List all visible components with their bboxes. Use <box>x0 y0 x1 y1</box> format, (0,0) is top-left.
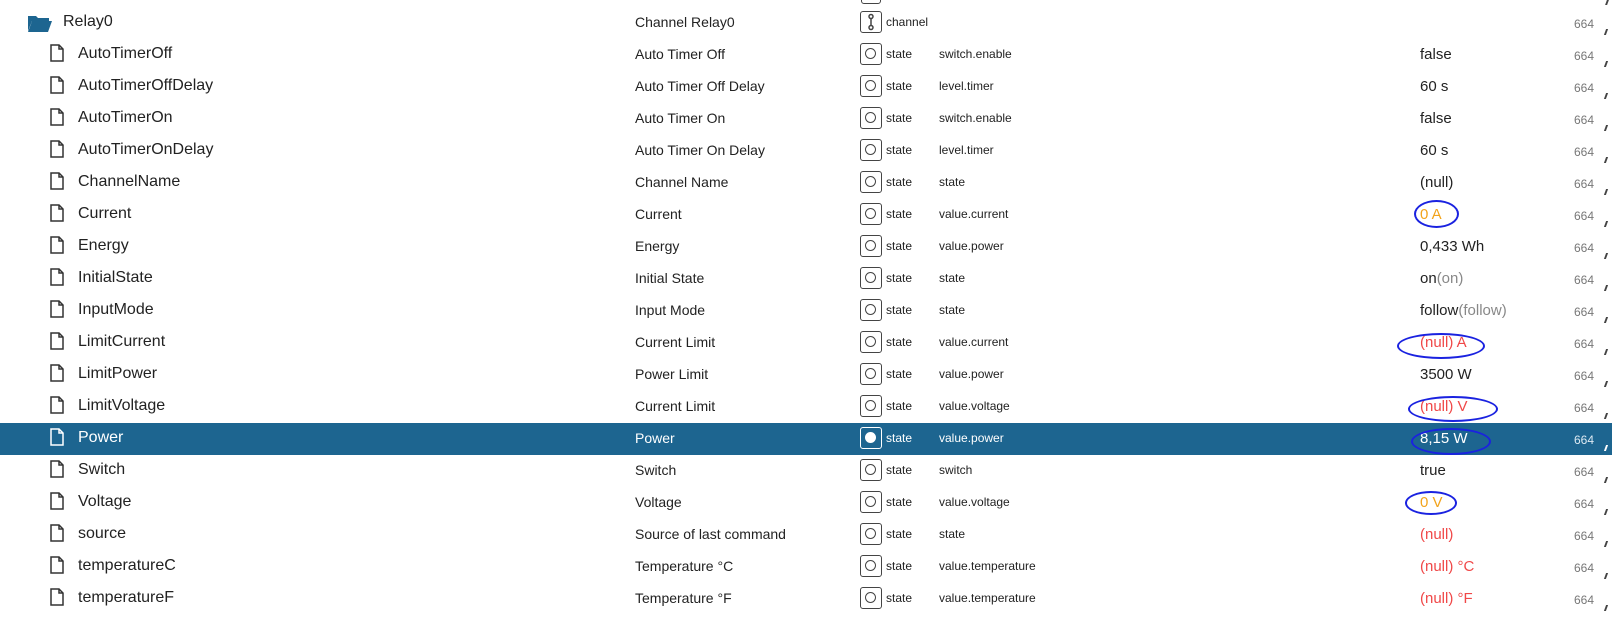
file-icon <box>50 204 64 222</box>
value-text: 0 A <box>1420 206 1442 223</box>
tree-row-acl: 664 <box>1574 337 1595 351</box>
tree-row-title: Current Limit <box>635 334 716 350</box>
value-text: (null) °C <box>1420 558 1475 575</box>
scroll-edge <box>1604 157 1608 163</box>
scroll-edge <box>1604 477 1608 483</box>
value-text: follow <box>1420 302 1459 319</box>
tree-row-type: state <box>886 431 913 445</box>
file-icon <box>50 524 64 542</box>
tree-row-source[interactable] <box>0 519 1612 551</box>
value-text: false <box>1420 110 1452 127</box>
top-strip <box>0 0 1612 6</box>
tree-row-type: state <box>886 367 913 381</box>
tree-row-autotimerondelay[interactable] <box>0 135 1612 167</box>
tree-row-acl: 664 <box>1574 529 1595 543</box>
tree-row-energy[interactable] <box>0 231 1612 263</box>
value-text: 60 s <box>1420 78 1449 95</box>
tree-row-title: Auto Timer Off Delay <box>635 78 765 94</box>
tree-row-power[interactable] <box>0 423 1612 455</box>
tree-row-title: Auto Timer On Delay <box>635 142 765 158</box>
scroll-edge <box>1604 413 1608 419</box>
tree-row-relay0[interactable] <box>0 7 1612 39</box>
state-type-icon <box>860 555 882 577</box>
scroll-edge <box>1604 29 1608 35</box>
tree-row-role: switch <box>939 463 973 477</box>
tree-row-role: state <box>939 527 966 541</box>
tree-row-value[interactable] <box>1420 206 1442 223</box>
tree-row-role: value.voltage <box>939 495 1010 509</box>
tree-row-value[interactable] <box>1420 526 1453 543</box>
file-icon <box>50 396 64 414</box>
tree-row-acl: 664 <box>1574 273 1595 287</box>
tree-row-type: channel <box>886 15 929 29</box>
tree-row-role: state <box>939 175 966 189</box>
tree-row-title: Auto Timer On <box>635 110 726 126</box>
file-icon <box>50 268 64 286</box>
tree-row-value[interactable] <box>1420 334 1467 351</box>
tree-row-switch[interactable] <box>0 455 1612 487</box>
value-text: on <box>1420 270 1437 287</box>
tree-row-type: state <box>886 47 913 61</box>
tree-row-title: Auto Timer Off <box>635 46 725 62</box>
tree-row-current[interactable] <box>0 199 1612 231</box>
tree-row-value[interactable] <box>1420 142 1448 159</box>
state-type-icon <box>860 75 882 97</box>
file-icon <box>50 140 64 158</box>
scroll-edge <box>1604 541 1608 547</box>
state-type-icon <box>860 43 882 65</box>
tree-row-type: state <box>886 591 913 605</box>
tree-row-temperaturec[interactable] <box>0 551 1612 583</box>
tree-row-title: Source of last command <box>635 526 786 542</box>
tree-row-type: state <box>886 175 913 189</box>
tree-row-name: temperatureF <box>78 589 175 606</box>
state-type-icon <box>860 427 882 449</box>
tree-row-limitvoltage[interactable] <box>0 391 1612 423</box>
file-icon <box>50 108 64 126</box>
tree-row-acl: 664 <box>1574 241 1595 255</box>
state-type-icon <box>860 395 882 417</box>
value-text: (null) <box>1420 526 1454 543</box>
tree-row-title: Voltage <box>635 494 682 510</box>
tree-row-role: value.power <box>939 367 1004 381</box>
file-icon <box>50 172 64 190</box>
tree-row-role: switch.enable <box>939 111 1012 125</box>
value-text: 3500 W <box>1420 366 1472 383</box>
channel-type-icon <box>860 11 882 33</box>
tree-row-limitcurrent[interactable] <box>0 327 1612 359</box>
tree-row-autotimeroff[interactable] <box>0 39 1612 71</box>
scroll-edge <box>1604 509 1608 515</box>
tree-row-type: state <box>886 559 913 573</box>
tree-row-role: state <box>939 271 966 285</box>
file-icon <box>50 332 64 350</box>
scroll-edge <box>1604 189 1608 195</box>
tree-row-value[interactable] <box>1420 238 1484 255</box>
value-text: (null) V <box>1420 398 1468 415</box>
tree-row-value[interactable] <box>1420 398 1468 415</box>
state-type-icon <box>860 107 882 129</box>
scroll-edge <box>1604 125 1608 131</box>
tree-row-acl: 664 <box>1574 17 1595 31</box>
tree-row-value[interactable] <box>1420 494 1443 511</box>
tree-row-name: AutoTimerOff <box>78 45 173 62</box>
tree-row-acl: 664 <box>1574 433 1595 447</box>
tree-row-title: Energy <box>635 238 680 254</box>
tree-row-name: Power <box>78 429 124 446</box>
tree-row-name: LimitVoltage <box>78 397 166 414</box>
tree-row-inputmode[interactable] <box>0 295 1612 327</box>
state-type-icon <box>860 363 882 385</box>
tree-row-value[interactable] <box>1420 590 1473 607</box>
tree-row-name: source <box>78 525 127 542</box>
tree-row-autotimeroffdelay[interactable] <box>0 71 1612 103</box>
tree-row-role: value.power <box>939 239 1004 253</box>
tree-row-acl: 664 <box>1574 209 1595 223</box>
tree-row-name: LimitCurrent <box>78 333 166 350</box>
tree-row-acl: 664 <box>1574 401 1595 415</box>
file-icon <box>50 236 64 254</box>
tree-row-acl: 664 <box>1574 177 1595 191</box>
scroll-edge <box>1604 93 1608 99</box>
tree-row-type: state <box>886 79 913 93</box>
tree-row-name: AutoTimerOn <box>78 109 173 126</box>
tree-row-name: AutoTimerOnDelay <box>78 141 214 158</box>
value-suffix: (on) <box>1436 270 1464 287</box>
state-type-icon <box>860 299 882 321</box>
scroll-edge <box>1604 605 1608 611</box>
scroll-edge <box>1604 253 1608 259</box>
scroll-edge <box>1604 381 1608 387</box>
tree-row-type: state <box>886 527 913 541</box>
file-icon <box>50 556 64 574</box>
tree-row-acl: 664 <box>1574 305 1595 319</box>
value-text: 60 s <box>1420 142 1449 159</box>
tree-row-value[interactable] <box>1420 366 1472 383</box>
tree-row-name: temperatureC <box>78 557 176 574</box>
tree-row-role: value.voltage <box>939 399 1010 413</box>
file-icon <box>50 364 64 382</box>
tree-row-name: Current <box>78 205 132 222</box>
tree-row-name: ChannelName <box>78 173 181 190</box>
tree-row-acl: 664 <box>1574 497 1595 511</box>
tree-row-value[interactable] <box>1420 46 1452 63</box>
tree-row-type: state <box>886 495 913 509</box>
state-type-icon <box>860 267 882 289</box>
scroll-edge <box>1604 349 1608 355</box>
tree-row-acl: 664 <box>1574 145 1595 159</box>
state-type-icon <box>860 491 882 513</box>
value-text: 0 V <box>1420 494 1443 511</box>
tree-row-title: Current Limit <box>635 398 716 414</box>
tree-row-value[interactable] <box>1420 174 1453 191</box>
tree-row-type: state <box>886 207 913 221</box>
tree-row-title: Power <box>635 430 675 446</box>
tree-row-temperaturef[interactable] <box>0 583 1612 615</box>
folder-open-icon[interactable] <box>27 13 53 33</box>
tree-row-role: level.timer <box>939 143 994 157</box>
tree-row-value[interactable] <box>1420 78 1448 95</box>
value-text: false <box>1420 46 1452 63</box>
scroll-edge <box>1604 573 1608 579</box>
state-type-icon <box>860 203 882 225</box>
scroll-edge <box>1604 317 1608 323</box>
tree-row-name: Relay0 <box>63 13 113 30</box>
tree-row-title: Initial State <box>635 270 705 286</box>
tree-row-type: state <box>886 399 913 413</box>
state-type-icon <box>860 235 882 257</box>
tree-row-title: Channel Name <box>635 174 729 190</box>
state-type-icon <box>860 331 882 353</box>
scroll-edge <box>1604 285 1608 291</box>
tree-row-type: state <box>886 335 913 349</box>
value-text: (null) A <box>1420 334 1467 351</box>
tree-row-value[interactable] <box>1420 462 1446 479</box>
tree-row-name: LimitPower <box>78 365 158 382</box>
value-text: 0,433 Wh <box>1420 238 1485 255</box>
tree-row-title: Power Limit <box>635 366 709 382</box>
tree-row-acl: 664 <box>1574 81 1595 95</box>
state-type-icon <box>860 171 882 193</box>
file-icon <box>50 44 64 62</box>
value-suffix: (follow) <box>1458 302 1507 319</box>
tree-row-acl: 664 <box>1574 561 1595 575</box>
tree-row-name: Energy <box>78 237 129 254</box>
tree-row-value[interactable] <box>1420 270 1463 287</box>
tree-row-role: value.temperature <box>939 559 1036 573</box>
tree-row-name: InputMode <box>78 301 154 318</box>
tree-row-name: Voltage <box>78 493 132 510</box>
file-icon <box>50 588 64 606</box>
tree-row-type: state <box>886 463 913 477</box>
tree-row-acl: 664 <box>1574 113 1595 127</box>
tree-row-autotimeron[interactable] <box>0 103 1612 135</box>
tree-row-title: Switch <box>635 462 677 478</box>
tree-row-role: state <box>939 303 966 317</box>
value-text: 8,15 W <box>1420 430 1468 447</box>
state-type-icon <box>860 523 882 545</box>
state-type-icon <box>860 587 882 609</box>
tree-row-role: value.power <box>939 431 1004 445</box>
file-icon <box>50 460 64 478</box>
tree-row-name: InitialState <box>78 269 153 286</box>
file-icon <box>50 492 64 510</box>
tree-row-role: switch.enable <box>939 47 1012 61</box>
tree-row-title: Current <box>635 206 682 222</box>
tree-row-value[interactable] <box>1420 110 1452 127</box>
tree-row-value[interactable] <box>1420 302 1507 319</box>
tree-row-name: Switch <box>78 461 126 478</box>
tree-row-role: value.temperature <box>939 591 1036 605</box>
tree-row-acl: 664 <box>1574 49 1595 63</box>
tree-row-voltage[interactable] <box>0 487 1612 519</box>
tree-row-title: Input Mode <box>635 302 706 318</box>
tree-row-type: state <box>886 239 913 253</box>
object-tree <box>0 7 1612 615</box>
scroll-edge <box>1604 61 1608 67</box>
scroll-edge <box>1604 445 1608 451</box>
value-text: true <box>1420 462 1446 479</box>
tree-row-value[interactable] <box>1420 430 1468 447</box>
tree-row-type: state <box>886 143 913 157</box>
tree-row-initialstate[interactable] <box>0 263 1612 295</box>
state-type-icon <box>860 459 882 481</box>
tree-row-type: state <box>886 111 913 125</box>
tree-row-role: value.current <box>939 207 1009 221</box>
tree-row-title: Channel Relay0 <box>635 14 735 30</box>
partial-type-icon <box>861 0 881 4</box>
file-icon <box>50 428 64 446</box>
tree-row-role: level.timer <box>939 79 994 93</box>
tree-row-role: value.current <box>939 335 1009 349</box>
tree-row-limitpower[interactable] <box>0 359 1612 391</box>
tree-row-type: state <box>886 303 913 317</box>
file-icon <box>50 76 64 94</box>
file-icon <box>50 300 64 318</box>
tree-row-name: AutoTimerOffDelay <box>78 77 214 94</box>
tree-row-acl: 664 <box>1574 465 1595 479</box>
value-text: (null) <box>1420 174 1454 191</box>
scroll-edge <box>1605 0 1609 5</box>
tree-row-title: Temperature °C <box>635 558 734 574</box>
tree-row-acl: 664 <box>1574 593 1595 607</box>
tree-row-acl: 664 <box>1574 369 1595 383</box>
tree-row-channelname[interactable] <box>0 167 1612 199</box>
tree-row-type: state <box>886 271 913 285</box>
tree-row-value[interactable] <box>1420 558 1474 575</box>
tree-row-title: Temperature °F <box>635 590 732 606</box>
state-type-icon <box>860 139 882 161</box>
value-text: (null) °F <box>1420 590 1473 607</box>
scroll-edge <box>1604 221 1608 227</box>
